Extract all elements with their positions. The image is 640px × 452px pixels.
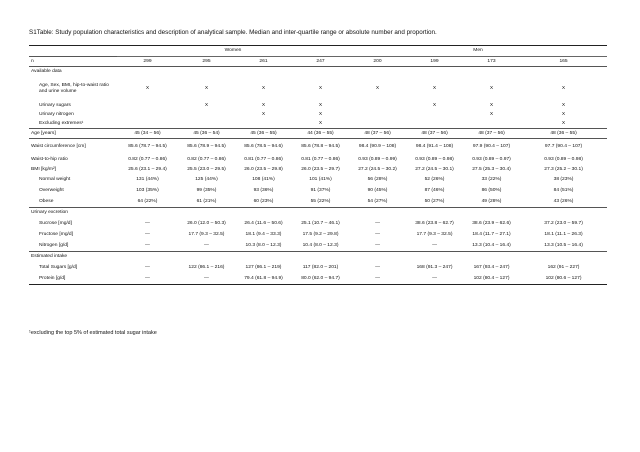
table-cell: 26.0 (23.5 – 29.7): [301, 166, 340, 172]
group-women: Women: [117, 46, 349, 57]
table-cell: X: [261, 86, 266, 92]
table-cell: [406, 111, 463, 120]
table-cell: 125 (44%): [195, 177, 218, 183]
row-label: Urinary nitrogen: [39, 112, 74, 118]
table-cell: X: [489, 103, 494, 109]
row-label: Obese: [39, 198, 54, 204]
table-cell: —: [375, 265, 380, 271]
table-cell: 84 (51%): [553, 188, 574, 194]
row-label: Nitrogen [g/d]: [39, 242, 69, 248]
table-cell: —: [432, 242, 437, 248]
table-cell: 54 (27%): [367, 198, 388, 204]
table-cell: 87 (46%): [424, 188, 445, 194]
anthro-row: [29, 139, 607, 156]
table-cell: —: [145, 221, 150, 227]
row-label: Waist circumference [cm]: [29, 139, 117, 156]
table-cell: 261: [235, 57, 292, 67]
table-cell: —: [204, 242, 209, 248]
bmi-category-row: [29, 197, 607, 208]
table-caption: S1Table: Study population characteristics and description of analytical sample. Median and inter-quartile range or absolute number and proportion.: [29, 29, 437, 36]
table-cell: 93 (36%): [253, 188, 274, 194]
table-cell: 102 (80.4 – 127): [463, 274, 520, 285]
table-cell: 13.3 (10.4 – 16.4): [472, 242, 511, 248]
table-cell: 165: [520, 57, 607, 67]
table-cell: —: [406, 274, 463, 285]
table-cell: 44 (36 – 55): [292, 129, 349, 139]
row-label: Protein [g/d]: [29, 274, 117, 285]
bmi-category-row: [29, 175, 607, 186]
table-cell: X: [318, 86, 323, 92]
table-cell: —: [375, 232, 380, 238]
table-cell: 43 (26%): [553, 198, 574, 204]
table-cell: 26.0 (12.0 – 50.3): [187, 221, 226, 227]
table-cell: 167 (93.4 – 247): [473, 265, 510, 271]
table-cell: 18.1 (11.1 – 26.3): [544, 232, 583, 238]
table-cell: X: [561, 112, 566, 118]
table-cell: 0.93 (0.89 – 0.97): [472, 157, 511, 163]
table-cell: X: [561, 120, 566, 126]
available-row: [29, 111, 607, 120]
section-title: Urinary excretion: [29, 208, 607, 219]
table-cell: 25.6 (23.1 – 29.4): [128, 166, 167, 172]
table-cell: X: [261, 112, 266, 118]
table-cell: 25.1 (10.7 – 46.1): [301, 221, 340, 227]
n-row: [29, 57, 607, 67]
table-cell: 98.4 (91.4 – 108): [406, 139, 463, 156]
table-cell: 26.0 (23.5 – 29.8): [244, 166, 283, 172]
table-cell: X: [375, 86, 380, 92]
table-cell: 102 (80.6 – 127): [520, 274, 607, 285]
table-cell: [178, 111, 235, 120]
table-cell: 52 (26%): [424, 177, 445, 183]
table-cell: 18.4 (11.7 – 27.1): [472, 232, 511, 238]
table-cell: 50 (27%): [424, 198, 445, 204]
table-cell: [349, 120, 406, 129]
table-cell: 299: [117, 57, 178, 67]
table-cell: 0.93 (0.89 – 0.99): [358, 157, 397, 163]
table-cell: 0.81 (0.77 – 0.86): [244, 157, 283, 163]
table-cell: [406, 120, 463, 129]
table-cell: X: [204, 86, 209, 92]
table-cell: 13.3 (10.5 – 16.4): [544, 242, 583, 248]
table-cell: —: [145, 242, 150, 248]
table-cell: X: [204, 103, 209, 109]
table-cell: 86 (50%): [481, 188, 502, 194]
table-cell: [117, 111, 178, 120]
section-title: Available data: [29, 67, 607, 77]
table-cell: 97.9 (90.4 – 107): [463, 139, 520, 156]
table-cell: —: [375, 242, 380, 248]
table-cell: 0.93 (0.89 – 0.98): [415, 157, 454, 163]
available-row: [29, 77, 607, 102]
row-label: Age, Sex, BMI, hip-to-waist ratio and urine volume: [39, 83, 109, 94]
table-cell: 98.4 (90.9 – 108): [349, 139, 406, 156]
table-cell: 49 (28%): [481, 198, 502, 204]
table-cell: 17.7 (9.3 – 32.5): [416, 232, 453, 238]
table-cell: 127 (86.1 – 219): [245, 265, 282, 271]
table-cell: —: [145, 232, 150, 238]
table-cell: 0.81 (0.77 – 0.86): [301, 157, 340, 163]
table-cell: 108 (41%): [252, 177, 275, 183]
table-cell: X: [489, 112, 494, 118]
row-label: Sucrose [mg/d]: [39, 221, 72, 227]
table-cell: 18.1 (9.4 – 33.3): [245, 232, 282, 238]
table-cell: —: [375, 221, 380, 227]
table-cell: —: [117, 274, 178, 285]
table-cell: 60 (23%): [253, 198, 274, 204]
intake-row: [29, 263, 607, 274]
table-cell: 80.0 (62.0 – 94.7): [292, 274, 349, 285]
table-cell: 247: [292, 57, 349, 67]
table-cell: 162 (91 – 227): [547, 265, 580, 271]
table-cell: 38.6 (23.8 – 62.7): [415, 221, 454, 227]
anthro-row: [29, 156, 607, 165]
table-cell: 10.4 (8.0 – 12.3): [302, 242, 339, 248]
table-cell: X: [489, 86, 494, 92]
table-cell: 26.4 (11.6 – 50.6): [244, 221, 283, 227]
table-cell: X: [432, 103, 437, 109]
table-cell: 85.6 (78.8 – 94.5): [292, 139, 349, 156]
table-cell: 17.7 (9.3 – 32.5): [188, 232, 225, 238]
row-label: Total Sugars [g/d]: [39, 265, 78, 271]
table-cell: [117, 102, 178, 111]
row-label: Waist-to-hip ratio: [31, 157, 68, 163]
intake-row: [29, 274, 607, 285]
table-cell: [178, 120, 235, 129]
table-cell: 45 (34 – 56): [117, 129, 178, 139]
table-cell: 56 (28%): [367, 177, 388, 183]
table-cell: 55 (22%): [310, 198, 331, 204]
table-cell: X: [318, 112, 323, 118]
table-cell: 200: [349, 57, 406, 67]
section-row: [29, 252, 607, 263]
table-cell: 33 (22%): [481, 177, 502, 183]
row-label: Excluding extremes¹: [39, 120, 84, 126]
table-cell: [117, 120, 178, 129]
table-cell: 0.82 (0.77 – 0.86): [187, 157, 226, 163]
table-cell: 48 (37 – 56): [463, 129, 520, 139]
section-row: [29, 208, 607, 219]
row-label: Fructose [mg/d]: [39, 232, 73, 238]
urinary-row: [29, 219, 607, 230]
table-cell: 25.5 (23.0 – 29.5): [187, 166, 226, 172]
table-cell: 37.2 (23.0 – 59.7): [544, 221, 583, 227]
row-label: Age [years]: [29, 129, 117, 139]
table-cell: 122 (86.1 – 216): [188, 265, 225, 271]
table-cell: [463, 120, 520, 129]
bmi-category-row: [29, 186, 607, 197]
table-cell: X: [432, 86, 437, 92]
section-title: Estimated intake: [29, 252, 607, 263]
characteristics-table: [29, 45, 607, 285]
urinary-row: [29, 241, 607, 252]
table-cell: 38.6 (23.9 – 62.6): [472, 221, 511, 227]
table-cell: X: [561, 103, 566, 109]
table-cell: 295: [178, 57, 235, 67]
table-cell: X: [318, 103, 323, 109]
table-cell: 38 (23%): [553, 177, 574, 183]
table-cell: —: [178, 274, 235, 285]
table-cell: —: [145, 265, 150, 271]
urinary-row: [29, 230, 607, 241]
table-cell: [349, 111, 406, 120]
table-cell: 131 (44%): [136, 177, 159, 183]
table-cell: 117 (82.0 – 201): [302, 265, 339, 271]
table-cell: 91 (37%): [310, 188, 331, 194]
available-row: [29, 120, 607, 129]
table-cell: [235, 120, 292, 129]
table-cell: 0.93 (0.89 – 0.98): [544, 157, 583, 163]
section-row: [29, 67, 607, 77]
table-cell: 64 (22%): [137, 198, 158, 204]
available-row: [29, 102, 607, 111]
age-row: [29, 129, 607, 139]
table-cell: X: [145, 86, 150, 92]
row-label: Overweight: [39, 188, 64, 194]
table-cell: 10.3 (8.0 – 12.3): [245, 242, 282, 248]
row-label: BMI [kg/m²]: [31, 166, 56, 172]
table-cell: 173: [463, 57, 520, 67]
row-label: Urinary sugars: [39, 103, 71, 109]
table-cell: 48 (37 – 56): [349, 129, 406, 139]
table-cell: X: [318, 120, 323, 126]
table-cell: 17.5 (9.2 – 29.8): [302, 232, 339, 238]
table-cell: 168 (91.3 – 247): [416, 265, 453, 271]
table-cell: 27.2 (24.5 – 30.2): [358, 166, 397, 172]
row-label: n: [29, 57, 117, 67]
table-cell: 103 (35%): [136, 188, 159, 194]
table-cell: 27.2 (24.5 – 30.1): [415, 166, 454, 172]
table-cell: 90 (45%): [367, 188, 388, 194]
table-cell: 61 (21%): [196, 198, 217, 204]
table-cell: 199: [406, 57, 463, 67]
table-cell: 85.6 (78.7 – 94.5): [117, 139, 178, 156]
table-cell: 48 (36 – 55): [520, 129, 607, 139]
table-cell: 45 (36 – 55): [235, 129, 292, 139]
table-cell: 79.4 (61.8 – 94.9): [235, 274, 292, 285]
table-cell: 99 (35%): [196, 188, 217, 194]
table-cell: 0.82 (0.77 – 0.86): [128, 157, 167, 163]
table-cell: 101 (41%): [309, 177, 332, 183]
table-cell: —: [349, 274, 406, 285]
table-cell: 85.6 (78.9 – 94.5): [178, 139, 235, 156]
group-men: Men: [349, 46, 607, 57]
footnote: ¹excluding the top 5% of estimated total sugar intake: [29, 330, 157, 336]
table-cell: 45 (36 – 54): [178, 129, 235, 139]
table-cell: 97.7 (90.4 – 107): [520, 139, 607, 156]
table-cell: X: [261, 103, 266, 109]
table-cell: X: [561, 86, 566, 92]
table-cell: [349, 102, 406, 111]
table-cell: 48 (37 – 56): [406, 129, 463, 139]
table-cell: 27.5 (25.3 – 30.4): [472, 166, 511, 172]
group-header-row: [29, 46, 607, 57]
table-cell: 27.3 (25.2 – 30.1): [544, 166, 583, 172]
anthro-row: [29, 165, 607, 175]
row-label: Normal weight: [39, 177, 71, 183]
table-cell: 85.6 (78.5 – 94.6): [235, 139, 292, 156]
